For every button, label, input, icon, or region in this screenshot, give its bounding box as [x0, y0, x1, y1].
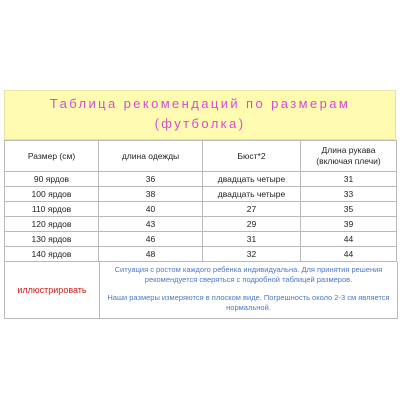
cell-length: 43: [99, 217, 203, 232]
cell-size: 140 ярдов: [5, 247, 99, 262]
size-table: [4, 140, 397, 262]
cell-size: 90 ярдов: [5, 172, 99, 187]
cell-bust: 31: [203, 232, 301, 247]
cell-sleeve: 44: [301, 247, 397, 262]
cell-length: 38: [99, 187, 203, 202]
cell-sleeve: 35: [301, 202, 397, 217]
note-paragraph-measure: Наши размеры измеряются в плоском виде. Погрешность около 2-3 см является нормальной.: [107, 293, 390, 312]
table-row: [5, 247, 397, 262]
table-row: [5, 187, 397, 202]
header-size: Размер (см): [5, 141, 99, 172]
table-row: [5, 232, 397, 247]
cell-bust: 27: [203, 202, 301, 217]
chart-title: Таблица рекомендаций по размерам: [49, 96, 351, 111]
cell-length: 36: [99, 172, 203, 187]
cell-bust: 29: [203, 217, 301, 232]
cell-size: 100 ярдов: [5, 187, 99, 202]
note-paragraph-growth: Ситуация с ростом каждого ребенка индивидуальна. Для принятия решения рекомендуется сверяться с подробной таблицей размеров.: [114, 265, 383, 284]
cell-bust: двадцать четыре: [203, 187, 301, 202]
cell-length: 40: [99, 202, 203, 217]
cell-bust: 32: [203, 247, 301, 262]
cell-length: 48: [99, 247, 203, 262]
header-bust: Бюст*2: [203, 141, 301, 172]
table-row: [5, 172, 397, 187]
size-chart: [4, 90, 396, 319]
cell-sleeve: 33: [301, 187, 397, 202]
note-row: [4, 262, 398, 319]
table-row: [5, 202, 397, 217]
header-length: длина одежды: [99, 141, 203, 172]
note-label: иллюстрировать: [5, 262, 100, 318]
table-row: [5, 217, 397, 232]
cell-sleeve: 31: [301, 172, 397, 187]
chart-subtitle: (футболка): [154, 116, 246, 131]
note-text: [100, 262, 397, 318]
title-banner: [4, 90, 396, 140]
cell-length: 46: [99, 232, 203, 247]
header-sleeve: Длина рукава (включая плечи): [301, 141, 397, 172]
cell-sleeve: 44: [301, 232, 397, 247]
cell-size: 120 ярдов: [5, 217, 99, 232]
cell-bust: двадцать четыре: [203, 172, 301, 187]
cell-size: 110 ярдов: [5, 202, 99, 217]
cell-size: 130 ярдов: [5, 232, 99, 247]
cell-sleeve: 39: [301, 217, 397, 232]
table-header-row: [5, 141, 397, 172]
